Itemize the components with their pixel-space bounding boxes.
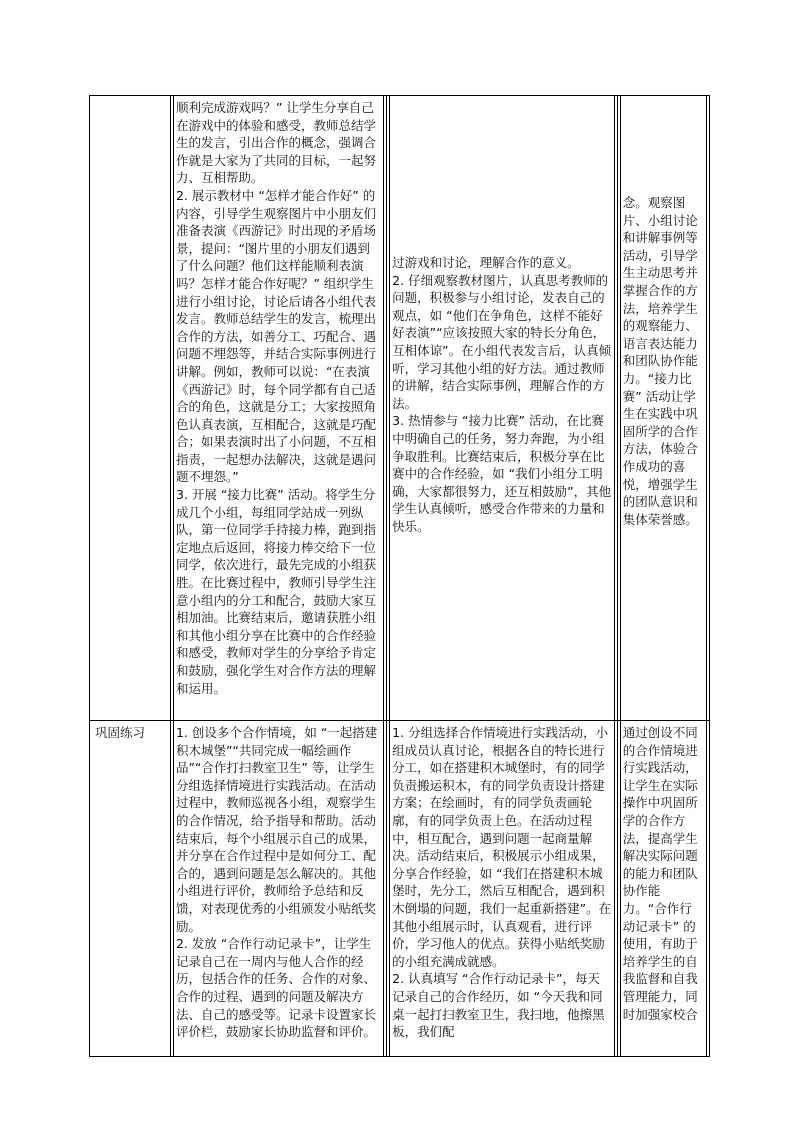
paragraph: 1. 创设多个合作情境，如 “一起搭建积木城堡”“共同完成一幅绘画作品”“合作打扫教室卫生” 等，让学生分组选择情境进行实践活动。在活动过程中，教师巡视各小组，观察学生的合作情况，给予指导和帮助。活动结束后，每个小组展示自己的成果，并分享在合作过程中是如何分工、配合的，遇到问题是怎么解决的。其他小组进行评价，教师给予总结和反馈，对表现优秀的小组颁发小贴纸奖励。 [175,725,378,934]
student-activity-cell [387,721,618,1057]
paragraph: 2. 认真填写 “合作行动记录卡”，每天记录自己的合作经历，如 “今天我和同桌一起打扫教室卫生，我扫地，他擦黑板，我们配 [392,971,605,1040]
paragraph: 过游戏和讨论，理解合作的意义。 [392,255,580,270]
paragraph: 3. 开展 “接力比赛” 活动。将学生分成几个小组，每组同学站成一列纵队，第一位同学手持接力棒，跑到指定地点后返回，将接力棒交给下一位同学，依次进行，最先完成的小组获胜。在比赛过程中，教师引导学生注意小组内的分工和配合，鼓励大家互相加油。比赛结束后，邀请获胜小组和其他小组分享在比赛中的合作经验和感受，教师对学生的分享给予肯定和鼓励，强化学生对合作方法的理解和运用。 [175,487,376,696]
paragraph: 2. 仔细观察教材图片，认真思考教师的问题，积极参与小组讨论，发表自己的观点，如 “他们在争角色，这样不能好好表演”“应该按照大家的特长分角色，互相体谅”。在小组代表发言后，认真倾听，学习其他小组的好方法。通过教师的讲解，结合实际事例，理解合作的方法。 [392,272,612,411]
lesson-plan-table [89,95,710,1057]
paragraph: 念。观察图片、小组讨论和讲解事例等活动，引导学生主动思考并掌握合作的方法，培养学生的观察能力、语言表达能力和团队协作能力。“接力比赛” 活动让学生在实践中巩固所学的合作方法，体验合作成功的喜悦，增强学生的团队意识和集体荣誉感。 [622,195,698,527]
stage-cell: 巩固练习 [90,721,171,1057]
teacher-activity-cell [170,96,386,721]
paragraph: 顺利完成游戏吗？” 让学生分享自己在游戏中的体验和感受，教师总结学生的发言，引出合作的概念，强调合作就是大家为了共同的目标，一起努力、互相帮助。 [175,100,376,186]
paragraph: 1. 分组选择合作情境进行实践活动，小组成员认真讨论，根据各自的特长进行分工，如在搭建积木城堡时，有的同学负责搬运积木，有的同学负责设计搭建方案；在绘画时，有的同学负责画轮廓，有的同学负责上色。在活动过程中，相互配合，遇到问题一起商量解决。活动结束后，积极展示小组成果，分享合作经验，如 “我们在搭建积木城堡时，先分工，然后互相配合，遇到积木倒塌的问题，我们一起重新搭建”。在其他小组展示时，认真观看，进行评价，学习他人的优点。获得小贴纸奖励的小组充满成就感。 [392,725,612,969]
stage-cell [90,96,171,721]
table-row [90,96,710,721]
design-intent-cell [617,96,709,721]
paragraph: 2. 展示教材中 “怎样才能合作好” 的内容，引导学生观察图片中小朋友们准备表演《西游记》时出现的矛盾场景，提问：“图片里的小朋友们遇到了什么问题？他们这样能顺利表演吗？怎样才能合作好呢？” 组织学生进行小组讨论，讨论后请各小组代表发言。教师总结学生的发言，梳理出合作的方法，如善分工、巧配合、遇问题不埋怨等，并结合实际事例进行讲解。例如，教师可以说：“在表演《西游记》时，每个同学都有自己适合的角色，这就是分工；大家按照角色认真表演，互相配合，这就是巧配合；如果表演时出了小问题，不互相指责，一起想办法解决，这就是遇问题不埋怨。” [175,187,376,485]
paragraph: 2. 发放 “合作行动记录卡”，让学生记录自己在一周内与他人合作的经历，包括合作的任务、合作的对象、合作的过程、遇到的问题及解决方法、自己的感受等。记录卡设置家长评价栏，鼓励家长协助监督和评价。 [175,936,376,1040]
teacher-activity-cell [170,721,386,1057]
student-activity-cell [387,96,618,721]
paragraph: 3. 热情参与 “接力比赛” 活动，在比赛中明确自己的任务，努力奔跑，为小组争取胜利。比赛结束后，积极分享在比赛中的合作经验，如 “我们小组分工明确，大家都很努力，还互相鼓励”，其他学生认真倾听，感受合作带来的力量和快乐。 [392,413,612,534]
design-intent-cell [617,721,709,1057]
table-row [90,721,710,1057]
paragraph: 通过创设不同的合作情境进行实践活动，让学生在实际操作中巩固所学的合作方法，提高学生解决实际问题的能力和团队协作能力。“合作行动记录卡” 的使用，有助于培养学生的自我监督和自我管理能力，同时加强家校合 [622,725,698,1022]
